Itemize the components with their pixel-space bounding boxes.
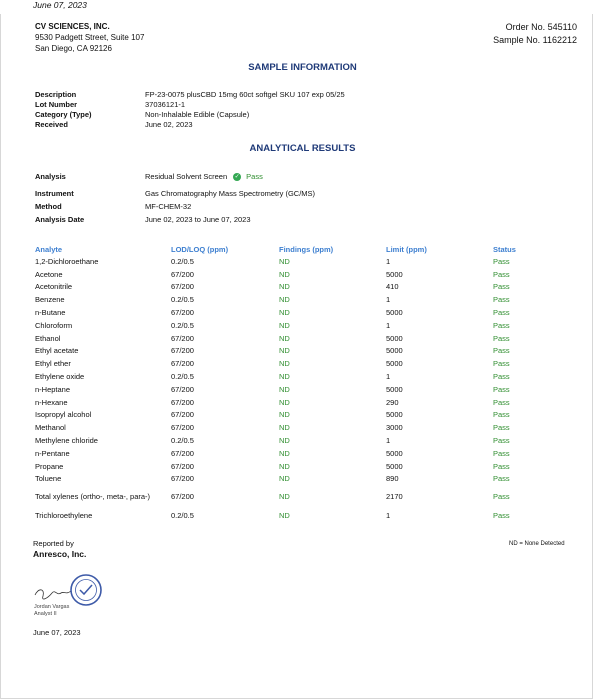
- table-row: [35, 255, 555, 268]
- analysis-status: Pass: [246, 172, 263, 181]
- cell-lod-loq: 67/200: [171, 448, 194, 458]
- cell-limit: 2170: [386, 492, 403, 502]
- signature-date: June 07, 2023: [33, 628, 81, 637]
- cell-findings: ND: [279, 256, 290, 266]
- table-row: [35, 293, 555, 306]
- cell-analyte: Methylene chloride: [35, 436, 98, 446]
- cell-lod-loq: 0.2/0.5: [171, 372, 194, 382]
- cell-analyte: Toluene: [35, 474, 62, 484]
- cell-status: Pass: [493, 359, 510, 369]
- cell-status: Pass: [493, 461, 510, 471]
- cell-analyte: Chloroform: [35, 320, 73, 330]
- cell-findings: ND: [279, 333, 290, 343]
- instrument-label: Instrument: [35, 189, 74, 198]
- analytical-results-title: ANALYTICAL RESULTS: [249, 143, 356, 154]
- cell-lod-loq: 67/200: [171, 282, 194, 292]
- cell-findings: ND: [279, 308, 290, 318]
- col-limit: Limit (ppm): [386, 244, 427, 254]
- report-date: June 07, 2023: [33, 0, 87, 10]
- cell-findings: ND: [279, 492, 290, 502]
- table-row: [35, 409, 555, 422]
- cell-status: Pass: [493, 282, 510, 292]
- cell-analyte: Acetonitrile: [35, 282, 73, 292]
- cell-lod-loq: 67/200: [171, 423, 194, 433]
- order-info: [493, 21, 577, 47]
- col-findings: Findings (ppm): [279, 244, 334, 254]
- cell-findings: ND: [279, 372, 290, 382]
- cell-lod-loq: 67/200: [171, 333, 194, 343]
- cell-status: Pass: [493, 372, 510, 382]
- cell-limit: 5000: [386, 346, 403, 356]
- cell-analyte: Methanol: [35, 423, 66, 433]
- analysis-date-label: Analysis Date: [35, 215, 85, 224]
- cell-findings: ND: [279, 397, 290, 407]
- cell-status: Pass: [493, 410, 510, 420]
- cell-status: Pass: [493, 384, 510, 394]
- cell-analyte: n-Pentane: [35, 448, 70, 458]
- cell-analyte: n-Hexane: [35, 397, 68, 407]
- cell-analyte: Acetone: [35, 269, 63, 279]
- cell-findings: ND: [279, 423, 290, 433]
- cell-limit: 890: [386, 474, 399, 484]
- cell-lod-loq: 0.2/0.5: [171, 320, 194, 330]
- cell-findings: ND: [279, 384, 290, 394]
- client-address-line1: 9530 Padgett Street, Suite 107: [35, 33, 145, 42]
- cell-analyte: Ethyl acetate: [35, 346, 79, 356]
- cell-status: Pass: [493, 448, 510, 458]
- cell-findings: ND: [279, 346, 290, 356]
- cell-limit: 290: [386, 397, 399, 407]
- table-row: [35, 319, 555, 332]
- sample-number: Sample No. 1162212: [493, 35, 577, 45]
- cell-findings: ND: [279, 359, 290, 369]
- cell-analyte: Propane: [35, 461, 64, 471]
- col-analyte: Analyte: [35, 244, 63, 254]
- table-row: [35, 370, 555, 383]
- lot-label: Lot Number: [35, 100, 78, 109]
- table-row: [35, 434, 555, 447]
- analysis-label: Analysis: [35, 172, 66, 181]
- table-row: [35, 268, 555, 281]
- table-row: [35, 460, 555, 473]
- cell-findings: ND: [279, 474, 290, 484]
- cell-analyte: n-Heptane: [35, 384, 71, 394]
- cell-limit: 1: [386, 295, 391, 305]
- signer-block: [34, 604, 69, 618]
- cell-analyte: Total xylenes (ortho-, meta-, para-): [35, 492, 151, 502]
- method-label: Method: [35, 202, 62, 211]
- nd-legend: ND = None Detected: [509, 541, 565, 547]
- table-row: [35, 281, 555, 294]
- cell-limit: 3000: [386, 423, 403, 433]
- sample-info-block: [35, 90, 345, 130]
- cell-status: Pass: [493, 333, 510, 343]
- cell-lod-loq: 0.2/0.5: [171, 511, 194, 521]
- cell-limit: 5000: [386, 410, 403, 420]
- cell-limit: 1: [386, 320, 391, 330]
- sample-info-title: SAMPLE INFORMATION: [248, 62, 357, 73]
- results-table: [35, 243, 555, 522]
- category-label: Category (Type): [35, 110, 92, 119]
- cell-status: Pass: [493, 269, 510, 279]
- cell-analyte: n-Butane: [35, 308, 66, 318]
- cell-analyte: Ethylene oxide: [35, 372, 85, 382]
- cell-status: Pass: [493, 256, 510, 266]
- description-label: Description: [35, 90, 77, 99]
- cell-lod-loq: 67/200: [171, 410, 194, 420]
- cell-status: Pass: [493, 308, 510, 318]
- table-row: [35, 383, 555, 396]
- method-value: MF-CHEM-32: [145, 202, 192, 211]
- table-row: [35, 473, 555, 486]
- cell-status: Pass: [493, 346, 510, 356]
- cell-limit: 5000: [386, 384, 403, 394]
- received-label: Received: [35, 120, 68, 129]
- cell-limit: 5000: [386, 333, 403, 343]
- cell-status: Pass: [493, 492, 510, 502]
- cell-lod-loq: 67/200: [171, 346, 194, 356]
- cell-findings: ND: [279, 461, 290, 471]
- table-row: [35, 485, 555, 509]
- table-row: [35, 345, 555, 358]
- analysis-block: [35, 170, 315, 226]
- cell-findings: ND: [279, 448, 290, 458]
- analysis-date-value: June 02, 2023 to June 07, 2023: [145, 215, 251, 224]
- signer-title: Analyst II: [34, 611, 57, 617]
- cell-status: Pass: [493, 511, 510, 521]
- cell-findings: ND: [279, 436, 290, 446]
- table-row: [35, 509, 555, 522]
- table-row: [35, 447, 555, 460]
- cell-lod-loq: 0.2/0.5: [171, 295, 194, 305]
- cell-findings: ND: [279, 320, 290, 330]
- cell-findings: ND: [279, 295, 290, 305]
- cell-limit: 1: [386, 372, 391, 382]
- received-value: June 02, 2023: [145, 120, 193, 129]
- table-row: [35, 357, 555, 370]
- cell-limit: 5000: [386, 359, 403, 369]
- cell-status: Pass: [493, 320, 510, 330]
- category-value: Non-Inhalable Edible (Capsule): [145, 110, 250, 119]
- signer-name: Jordan Vargas: [34, 604, 70, 610]
- cell-findings: ND: [279, 269, 290, 279]
- cell-limit: 1: [386, 256, 391, 266]
- cell-analyte: Trichloroethylene: [35, 511, 93, 521]
- cell-limit: 5000: [386, 308, 403, 318]
- reporting-lab: Anresco, Inc.: [33, 549, 87, 559]
- cell-lod-loq: 67/200: [171, 461, 194, 471]
- client-address-line2: San Diego, CA 92126: [35, 44, 112, 53]
- table-row: [35, 332, 555, 345]
- cell-findings: ND: [279, 410, 290, 420]
- cell-lod-loq: 67/200: [171, 384, 194, 394]
- cell-findings: ND: [279, 282, 290, 292]
- cell-limit: 410: [386, 282, 399, 292]
- check-icon: ✓: [234, 173, 240, 180]
- cell-limit: 5000: [386, 448, 403, 458]
- cell-analyte: Benzene: [35, 295, 65, 305]
- cell-status: Pass: [493, 423, 510, 433]
- cell-limit: 5000: [386, 461, 403, 471]
- cell-limit: 5000: [386, 269, 403, 279]
- table-row: [35, 396, 555, 409]
- cell-lod-loq: 67/200: [171, 474, 194, 484]
- cell-lod-loq: 67/200: [171, 269, 194, 279]
- analysis-value: Residual Solvent Screen: [145, 172, 228, 181]
- client-name: CV SCIENCES, INC.: [35, 22, 110, 31]
- col-lod-loq: LOD/LOQ (ppm): [171, 244, 229, 254]
- reported-by-block: [33, 538, 86, 560]
- cell-status: Pass: [493, 397, 510, 407]
- cell-limit: 1: [386, 436, 391, 446]
- cell-analyte: Ethyl ether: [35, 359, 71, 369]
- results-header-row: [35, 243, 555, 255]
- cell-analyte: Ethanol: [35, 333, 61, 343]
- cell-lod-loq: 67/200: [171, 359, 194, 369]
- cell-analyte: Isopropyl alcohol: [35, 410, 92, 420]
- client-address-block: [35, 21, 144, 54]
- cell-lod-loq: 67/200: [171, 397, 194, 407]
- cell-findings: ND: [279, 511, 290, 521]
- cell-limit: 1: [386, 511, 391, 521]
- cell-status: Pass: [493, 474, 510, 484]
- cell-analyte: 1,2-Dichloroethane: [35, 256, 99, 266]
- instrument-value: Gas Chromatography Mass Spectrometry (GC/MS): [145, 189, 316, 198]
- description-value: FP-23-0075 plusCBD 15mg 60ct softgel SKU 107 exp 05/25: [145, 90, 345, 99]
- col-status: Status: [493, 244, 516, 254]
- cell-lod-loq: 0.2/0.5: [171, 436, 194, 446]
- cell-status: Pass: [493, 295, 510, 305]
- cell-lod-loq: 67/200: [171, 492, 194, 502]
- cell-status: Pass: [493, 436, 510, 446]
- table-row: [35, 306, 555, 319]
- lot-value: 37036121-1: [145, 100, 186, 109]
- reported-by-label: Reported by: [33, 539, 74, 548]
- order-number: Order No. 545110: [505, 22, 577, 32]
- cell-lod-loq: 67/200: [171, 308, 194, 318]
- cell-lod-loq: 0.2/0.5: [171, 256, 194, 266]
- table-row: [35, 421, 555, 434]
